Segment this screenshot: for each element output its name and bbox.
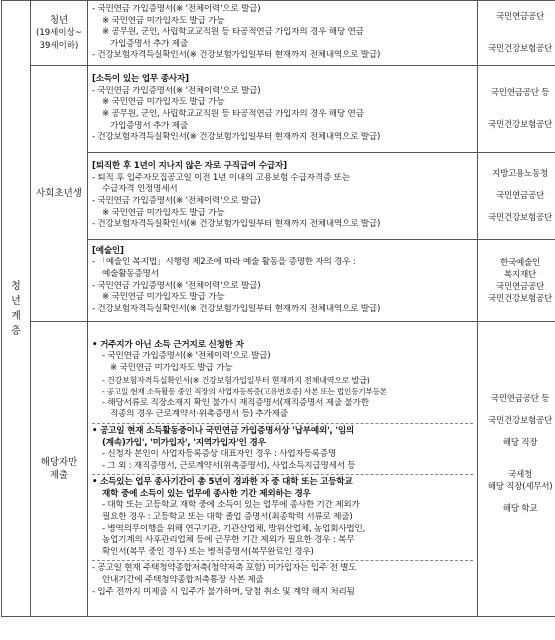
doc-line: - 건강보험자격득실확인서(※ 건강보험가입일부터 현재까지 전체내역으로 발급) xyxy=(92,50,381,61)
youth-age-line1: (19세이상~ xyxy=(36,27,82,38)
doc-line: - 국민연금 가입증명서(※ '전체이력'으로 발급) xyxy=(92,4,261,15)
youth-orgs xyxy=(478,1,555,66)
org-name: 한국예술인 xyxy=(499,257,540,268)
section-divider xyxy=(92,423,473,424)
org-name: 국민건강보험공단 xyxy=(487,213,552,223)
newcomer-label: 사회초년생 xyxy=(36,188,82,199)
self-submit-label-2: 제출 xyxy=(49,470,69,481)
org-name: 국민연금공단 등 xyxy=(490,88,550,98)
youth-age-line2: 39세이하) xyxy=(39,40,79,51)
doc-line: - 병역의무이행을 위해 연구기관, 기관산업체, 방위산업체, 농업회사법인, xyxy=(102,523,366,534)
doc-line: ※ 국민연금 미가입자도 발급 가능 xyxy=(110,362,233,373)
doc-line: - 「예술인 복지법」시행령 제2조에 따라 예술 활동을 증명한 자의 경우 : xyxy=(92,257,356,268)
org-name: 국민연금공단 등 xyxy=(490,394,550,404)
doc-line: ※ 국민연금 미가입자도 발급 가능 xyxy=(102,15,225,26)
doc-line: 안내기간에 주택청약종합저축통장 사본 제출 xyxy=(102,575,264,586)
youth-label: 청년 xyxy=(49,14,69,26)
doc-line: - 건강보험자격득실확인서(※ 건강보험가입일부터 현재까지 전체내역으로 발급) xyxy=(102,375,370,385)
org-name: 지방고용노동청 xyxy=(491,169,548,179)
org-name: 국민연금공단 xyxy=(495,191,544,201)
section-title: [퇴직한 후 1년이 지나지 않은 자로 구직급여 수급자] xyxy=(92,161,287,172)
doc-line: ※ 국민연금 미가입자도 발급 가능 xyxy=(102,207,225,218)
self-submit-docs xyxy=(88,322,478,617)
document-table xyxy=(1,0,555,617)
doc-line: 가입증명서 추가 제출 xyxy=(110,38,188,49)
doc-line: - 국민연금 가입증명서(※ '전체이력'으로 발급) xyxy=(92,196,261,206)
doc-line: ※ 공무원, 군인, 사립학교교직원 등 타공적연금 가입자의 경우 해당 연금 xyxy=(102,27,364,38)
retired-docs xyxy=(88,153,478,240)
doc-line: 농업기계의 사후관리업체 등에 근무한 기간 제외가 필요한 경우 : 복무 xyxy=(102,535,355,546)
org-name: 국민연금공단 xyxy=(495,12,544,22)
doc-line: 예술활동증명서 xyxy=(102,268,159,279)
org-name: 국세청 xyxy=(507,470,532,480)
org-name: 해당 직장 xyxy=(502,438,538,448)
youth-label-cell xyxy=(31,1,88,66)
doc-line: - 신청자 본인이 사업자등록증상 대표자인 경우 : 사업자등록증명 xyxy=(102,449,336,460)
doc-line: - 입주 전까지 미제출 시 입주가 불가하며, 당첨 취소 및 계약 해지 처리됨 xyxy=(92,586,355,597)
youth-docs xyxy=(88,1,478,66)
doc-line: - 건강보험자격득실확인서(※ 건강보험가입일부터 현재까지 전체내역으로 발급) xyxy=(92,303,381,314)
section-title: • 거주지가 아닌 소득 근거지로 신청한 자 xyxy=(92,339,244,350)
doc-line: 직종의 경우 근로계약서·위촉증명서 등) 추가제출 xyxy=(110,409,288,420)
category-label: 청년계층 xyxy=(11,280,21,337)
doc-line: - 해당서류로 직장소재지 확인 불가시 재직증명서(재직증명서 제출 불가한 xyxy=(102,397,369,408)
income-workers-orgs xyxy=(478,66,555,153)
org-name: 해당 직장(세무서) xyxy=(487,482,553,492)
section-title-cont: 재학 중에 소득이 있는 업무에 종사한 기간 제외하는 경우 xyxy=(102,488,311,499)
section-title-cont: (계속)가입', '미가입자', '지역가입자'인 경우 xyxy=(102,437,266,448)
doc-line: - 그 외 : 재직증명서, 근로계약서(위촉증명서), 사업소득지급명세서 등 xyxy=(102,460,356,471)
doc-line: - 대학 또는 고등학교 재학 중에 소득이 있는 업무에 종사한 기간 제외가 xyxy=(102,500,360,511)
doc-line: ※ 국민연금 미가입자도 발급 가능 xyxy=(102,292,225,303)
newcomer-label-cell xyxy=(31,66,88,322)
section-title: • 공고일 현재 소득활동중이나 국민연금 가입증명서상 '납부예외', '임의 xyxy=(92,425,355,436)
category-cell xyxy=(2,1,31,617)
org-name: 국민건강보험공단 xyxy=(487,120,552,130)
org-name: 국민건강보험공단 xyxy=(487,44,552,54)
artist-orgs xyxy=(478,240,555,322)
doc-line: ※ 국민연금 미가입자도 발급 가능 xyxy=(102,97,225,108)
artist-docs xyxy=(88,240,478,322)
section-title: [예술인] xyxy=(92,245,124,256)
doc-line: - 건강보험자격득실확인서(※ 건강보험가입일부터 현재까지 전체내역으로 발급) xyxy=(92,219,381,230)
doc-line: - 공고일 현재 소득활동 중인 직장의 사업자등록증(고유번호증) 사본 또는 법인등기부등본 xyxy=(102,387,387,397)
doc-line: - 퇴직 후 입주자모집공고일 이전 1년 이내의 고용보험 수급자격증 또는 xyxy=(92,172,350,183)
self-submit-orgs xyxy=(478,322,555,617)
section-divider xyxy=(92,474,473,475)
org-name: 국민연금공단 xyxy=(495,281,544,292)
self-submit-label: 해당자만 xyxy=(40,457,78,468)
doc-line: ※ 공무원, 군인, 사립학교교직원 등 타공적연금 가입자의 경우 해당 연금 xyxy=(102,109,364,119)
doc-line: - 국민연금 가입증명서(※ '전체이력'으로 발급) xyxy=(102,351,271,362)
doc-line: - 국민연금 가입증명서(※ '전체이력'으로 발급) xyxy=(92,280,261,291)
self-submit-label-cell xyxy=(31,322,88,617)
doc-line: 확인서(복무 중인 경우) 또는 병적증명서(복무완료인 경우) xyxy=(102,546,314,557)
org-name: 국민건강보험공단 xyxy=(487,293,552,304)
doc-line: - 공고일 현재 주택청약종합저축(청약저축 포함) 미가입자는 입주 전 별도 xyxy=(92,563,357,574)
org-name: 복지재단 xyxy=(503,269,536,280)
doc-line: - 건강보험자격득실확인서(※ 건강보험가입일부터 현재까지 전체내역으로 발급) xyxy=(92,132,381,143)
doc-line: 수급자격 인정명세서 xyxy=(102,184,178,195)
section-divider xyxy=(92,560,473,561)
doc-line: 가입증명서 추가 제출 xyxy=(110,120,188,131)
section-title: [소득이 있는 업무 종사자] xyxy=(92,74,189,85)
income-workers-docs xyxy=(88,66,478,153)
retired-orgs xyxy=(478,153,555,240)
org-name: 국민건강보험공단 xyxy=(487,416,552,426)
doc-line: 필요한 경우 : 고등학교 또는 대학 졸업 증명서(최종학력 서류로 제출) xyxy=(102,512,353,523)
doc-line: - 국민연금 가입증명서(※ '전체이력'으로 발급) xyxy=(92,85,261,96)
org-name: 해당 학교 xyxy=(502,504,538,514)
section-title: • 소득있는 업무 종사기간이 총 5년이 경과한 자 중 대학 또는 고등학교 xyxy=(92,477,353,488)
